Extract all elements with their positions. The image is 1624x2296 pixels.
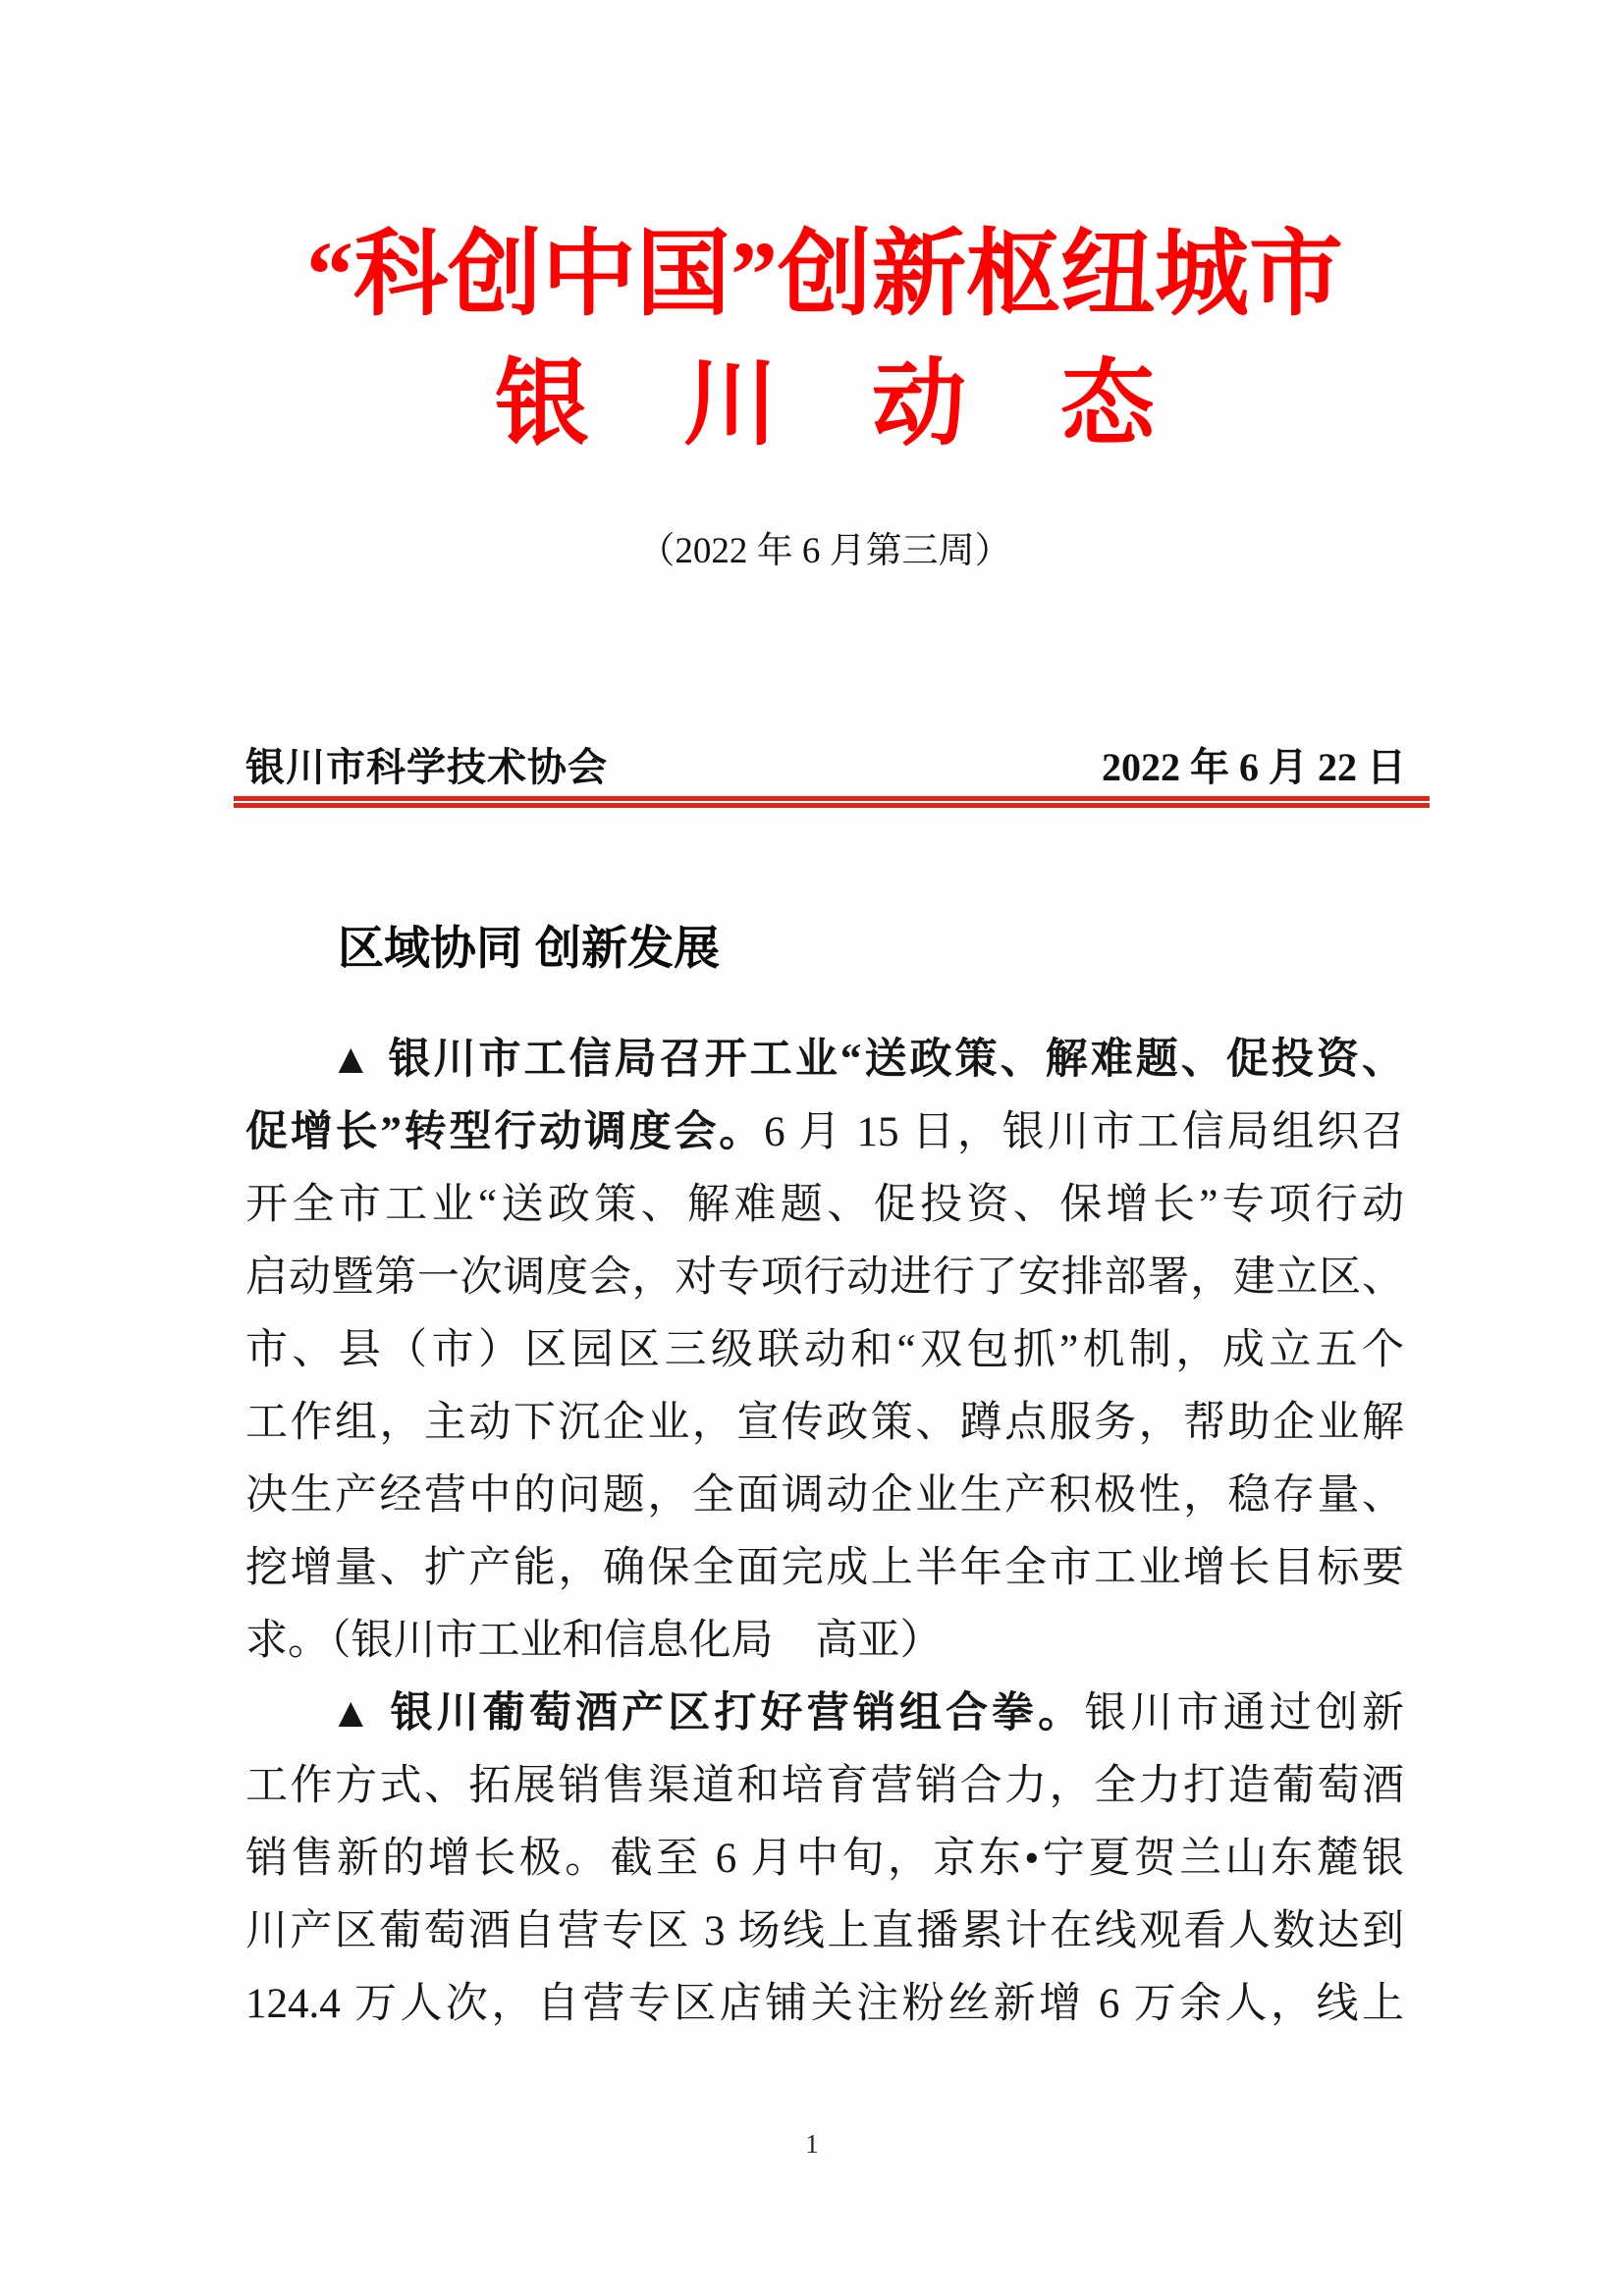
body-line [245,1678,1404,1750]
body-line-bold-lead: ▲ 银川葡萄酒产区打好营销组合拳。 [330,1690,1085,1736]
body-line [245,1387,1404,1460]
document-title-line2: 银 川 动 态 [495,351,1155,456]
body-line [245,1823,1404,1896]
issue-date: 2022 年 6 月 22 日 [1102,745,1406,789]
document-subtitle: （2022 年 6 月第三周） [638,531,1011,571]
body-line-text: 启动暨第一次调度会，对专项行动进行了安排部署，建立区、 [245,1255,1404,1301]
body-line-text: 开全市工业“送政策、解难题、促投资、保增长”专项行动 [245,1182,1404,1228]
body-line [245,1096,1404,1169]
article-body [245,1024,1404,2041]
issuer-name: 银川市科学技术协会 [245,746,608,789]
body-line-bold-lead: 促增长”转型行动调度会。 [245,1109,765,1155]
body-line-text: 川产区葡萄酒自营专区 3 场线上直播累计在线观看人数达到 [245,1908,1404,1954]
body-line [245,1532,1404,1605]
body-line [245,1460,1404,1532]
body-line-text: 挖增量、扩产能，确保全面完成上半年全市工业增长目标要 [245,1545,1404,1591]
body-line-text: 6 月 15 日，银川市工信局组织召 [764,1109,1405,1155]
body-line-bold-lead: ▲ 银川市工信局召开工业“送政策、解难题、促投资、 [330,1037,1404,1083]
body-line [245,1314,1404,1387]
body-line-text: 工作组，主动下沉企业，宣传政策、蹲点服务，帮助企业解 [245,1400,1404,1446]
masthead-row [245,746,1406,789]
body-line [245,1169,1404,1242]
body-line-text: 市、县（市）区园区三级联动和“双包抓”机制，成立五个 [245,1327,1404,1373]
body-line-text: 求。（银川市工业和信息化局 高亚） [245,1618,943,1664]
page-number: 1 [805,2129,819,2159]
body-line-text: 决生产经营中的问题，全面调动企业生产积极性，稳存量、 [245,1472,1404,1519]
double-rule-divider [234,796,1430,808]
body-line [245,1024,1404,1096]
body-line-text: 销售新的增长极。截至 6 月中旬，京东•宁夏贺兰山东麓银 [245,1836,1404,1882]
body-line-text: 银川市通过创新 [1084,1690,1404,1736]
body-line [245,1968,1404,2041]
body-line-text: 工作方式、拓展销售渠道和培育营销合力，全力打造葡萄酒 [245,1763,1404,1809]
body-line [245,1605,1404,1678]
document-title-line1: “科创中国”创新枢纽城市 [306,222,1343,327]
body-line-text: 124.4 万人次，自营专区店铺关注粉丝新增 6 万余人，线上 [245,1981,1404,2027]
body-line [245,1242,1404,1314]
body-line [245,1896,1404,1968]
body-line [245,1750,1404,1823]
section-heading: 区域协同 创新发展 [338,922,721,974]
